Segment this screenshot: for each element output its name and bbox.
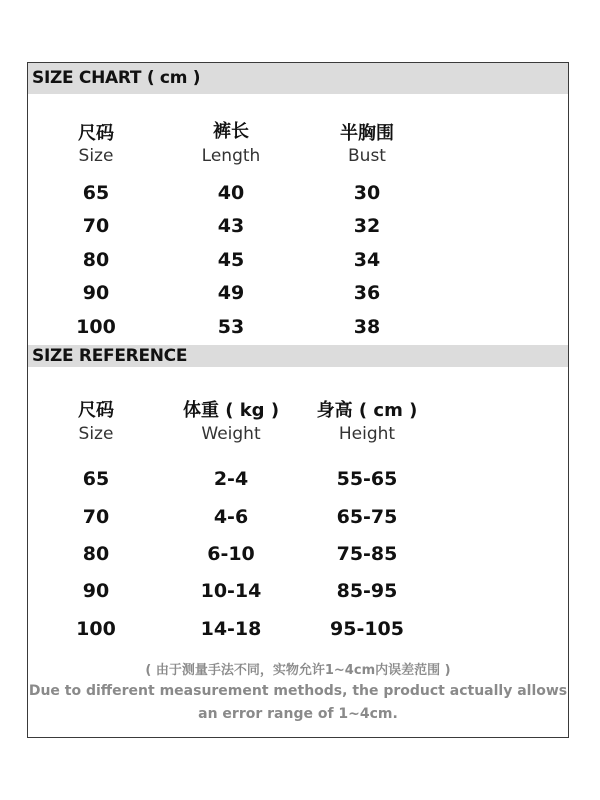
size-chart-card: [27, 62, 569, 738]
chart-cell: 80: [82, 249, 110, 271]
ref-header-height-cn: 身高 ( cm ): [316, 400, 418, 421]
reference-cell: 2-4: [213, 468, 249, 490]
measurement-note-en-line2: an error range of 1~4cm.: [198, 706, 398, 722]
chart-cell: 70: [82, 215, 110, 237]
chart-cell: 30: [353, 182, 381, 204]
chart-cell: 45: [217, 249, 245, 271]
chart-header-size-en: Size: [78, 146, 114, 166]
size-chart-header-band: [28, 63, 568, 94]
size-reference-header-band: [28, 345, 568, 367]
chart-header-bust-en: Bust: [348, 146, 386, 166]
size-chart-title: SIZE CHART ( cm ): [32, 68, 201, 88]
reference-cell: 75-85: [336, 543, 398, 565]
ref-header-size-cn: 尺码: [78, 400, 114, 421]
reference-cell: 6-10: [207, 543, 255, 565]
chart-cell: 53: [217, 316, 245, 338]
reference-cell: 100: [76, 618, 116, 640]
chart-cell: 100: [76, 316, 116, 338]
chart-cell: 32: [353, 215, 381, 237]
chart-header-length-cn: 裤长: [213, 121, 249, 142]
reference-cell: 14-18: [200, 618, 262, 640]
measurement-note-en-line1: Due to different measurement methods, the product actually allows: [28, 683, 568, 699]
chart-cell: 40: [217, 182, 245, 204]
chart-cell: 38: [353, 316, 381, 338]
chart-cell: 90: [82, 282, 110, 304]
reference-cell: 4-6: [213, 506, 249, 528]
reference-cell: 80: [82, 543, 110, 565]
chart-header-length-en: Length: [201, 146, 261, 166]
chart-cell: 36: [353, 282, 381, 304]
reference-cell: 65: [82, 468, 110, 490]
reference-cell: 90: [82, 580, 110, 602]
measurement-note-cn: ( 由于测量手法不同，实物允许1~4cm内误差范围 ): [145, 663, 451, 678]
chart-header-size-cn: 尺码: [78, 123, 114, 144]
chart-cell: 34: [353, 249, 381, 271]
reference-cell: 10-14: [200, 580, 262, 602]
chart-cell: 65: [82, 182, 110, 204]
reference-cell: 85-95: [336, 580, 398, 602]
ref-header-weight-en: Weight: [201, 424, 261, 444]
ref-header-weight-cn: 体重 ( kg ): [182, 400, 280, 421]
chart-cell: 49: [217, 282, 245, 304]
reference-cell: 65-75: [336, 506, 398, 528]
ref-header-height-en: Height: [338, 424, 396, 444]
chart-cell: 43: [217, 215, 245, 237]
reference-cell: 70: [82, 506, 110, 528]
chart-header-bust-cn: 半胸围: [340, 123, 394, 144]
ref-header-size-en: Size: [78, 424, 114, 444]
size-reference-title: SIZE REFERENCE: [32, 346, 188, 366]
reference-cell: 95-105: [330, 618, 404, 640]
reference-cell: 55-65: [336, 468, 398, 490]
